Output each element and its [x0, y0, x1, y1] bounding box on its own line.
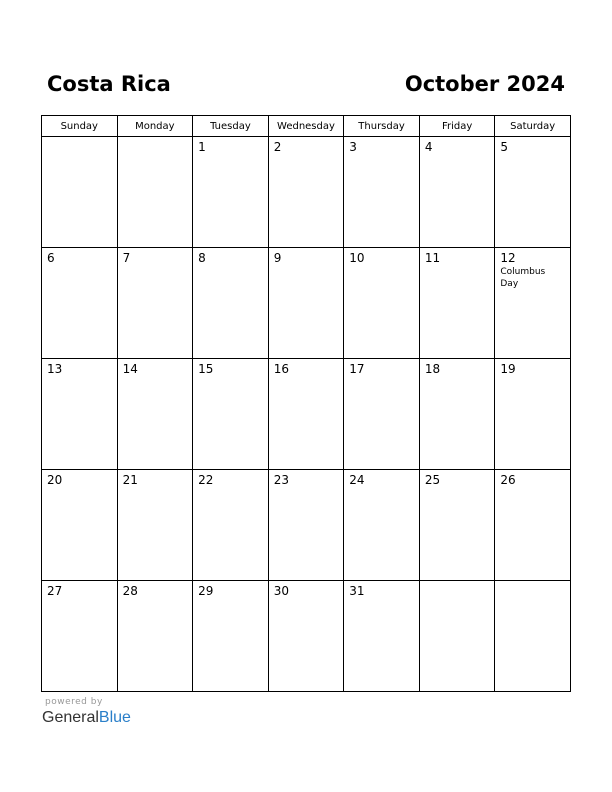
- day-number: 3: [349, 140, 357, 154]
- day-number: 1: [198, 140, 206, 154]
- day-number: 27: [47, 584, 63, 598]
- week-row: [42, 470, 571, 581]
- day-cell: [193, 248, 269, 359]
- day-number: 23: [273, 473, 289, 487]
- day-cell: [193, 137, 269, 248]
- month-year-title: October 2024: [404, 72, 565, 96]
- day-number: 19: [500, 362, 516, 376]
- weekday-header: Saturday: [495, 116, 571, 137]
- day-cell: [495, 359, 571, 470]
- day-number: 25: [424, 473, 441, 487]
- day-number: 16: [273, 362, 289, 376]
- day-number: [420, 581, 495, 584]
- day-number: 30: [273, 584, 289, 598]
- day-number: 29: [198, 584, 214, 598]
- holiday-label: Columbus Day: [500, 267, 546, 289]
- day-number: 21: [122, 473, 138, 487]
- day-number: 31: [349, 584, 365, 598]
- day-number: 10: [349, 251, 365, 265]
- week-row: [42, 359, 571, 470]
- day-cell: [117, 581, 193, 692]
- day-cell: [344, 248, 420, 359]
- brand-name-part1: General: [42, 709, 99, 726]
- day-number: 20: [47, 473, 63, 487]
- day-cell: [268, 470, 344, 581]
- day-cell: [344, 470, 420, 581]
- weekday-header: Wednesday: [268, 116, 344, 137]
- day-cell: [495, 581, 571, 692]
- day-number: 24: [349, 473, 365, 487]
- powered-by-text: powered by: [45, 697, 103, 707]
- day-number: 14: [122, 362, 138, 376]
- day-cell: [117, 137, 193, 248]
- day-number: [42, 137, 117, 140]
- day-number: 9: [273, 251, 282, 265]
- day-number: [495, 581, 570, 584]
- day-cell: [419, 470, 495, 581]
- day-number: [118, 137, 193, 140]
- day-cell: [42, 359, 118, 470]
- day-cell: [419, 248, 495, 359]
- day-cell: [495, 137, 571, 248]
- generalblue-logo[interactable]: [42, 708, 131, 728]
- day-number: 6: [47, 251, 55, 265]
- day-number: 13: [47, 362, 63, 376]
- weekday-header: Monday: [117, 116, 193, 137]
- brand-name-part2: Blue: [98, 709, 131, 726]
- day-cell: [42, 137, 118, 248]
- day-number: 15: [198, 362, 214, 376]
- weekday-header: Thursday: [344, 116, 420, 137]
- day-number: 8: [198, 251, 206, 265]
- day-cell: [42, 581, 118, 692]
- day-cell: [419, 359, 495, 470]
- day-cell: [268, 137, 344, 248]
- day-number: 2: [273, 140, 282, 154]
- weekday-header-row: [42, 116, 571, 137]
- day-number: 12: [500, 251, 516, 265]
- day-cell: [268, 581, 344, 692]
- day-number: 28: [122, 584, 138, 598]
- day-cell: [344, 359, 420, 470]
- day-cell: [193, 470, 269, 581]
- day-cell: [117, 359, 193, 470]
- day-cell: [268, 359, 344, 470]
- week-row: [42, 137, 571, 248]
- day-cell: [419, 581, 495, 692]
- day-cell: [495, 248, 571, 359]
- day-number: 7: [122, 251, 131, 265]
- weekday-header: Friday: [419, 116, 495, 137]
- calendar-grid: [41, 115, 571, 692]
- day-number: 11: [424, 251, 441, 265]
- day-number: 18: [424, 362, 441, 376]
- day-cell: [344, 581, 420, 692]
- country-title: Costa Rica: [47, 72, 171, 96]
- day-cell: [344, 137, 420, 248]
- week-row: [42, 248, 571, 359]
- day-cell: [193, 359, 269, 470]
- day-cell: [42, 470, 118, 581]
- day-number: 4: [424, 140, 433, 154]
- day-cell: [419, 137, 495, 248]
- weekday-header: Sunday: [42, 116, 118, 137]
- footer-branding: [42, 696, 131, 728]
- day-cell: [268, 248, 344, 359]
- day-cell: [117, 470, 193, 581]
- week-row: [42, 581, 571, 692]
- day-cell: [495, 470, 571, 581]
- day-cell: [193, 581, 269, 692]
- day-number: 26: [500, 473, 516, 487]
- day-cell: [42, 248, 118, 359]
- weekday-header: Tuesday: [193, 116, 269, 137]
- day-number: 17: [349, 362, 365, 376]
- day-number: 22: [198, 473, 214, 487]
- day-number: 5: [500, 140, 509, 154]
- day-cell: [117, 248, 193, 359]
